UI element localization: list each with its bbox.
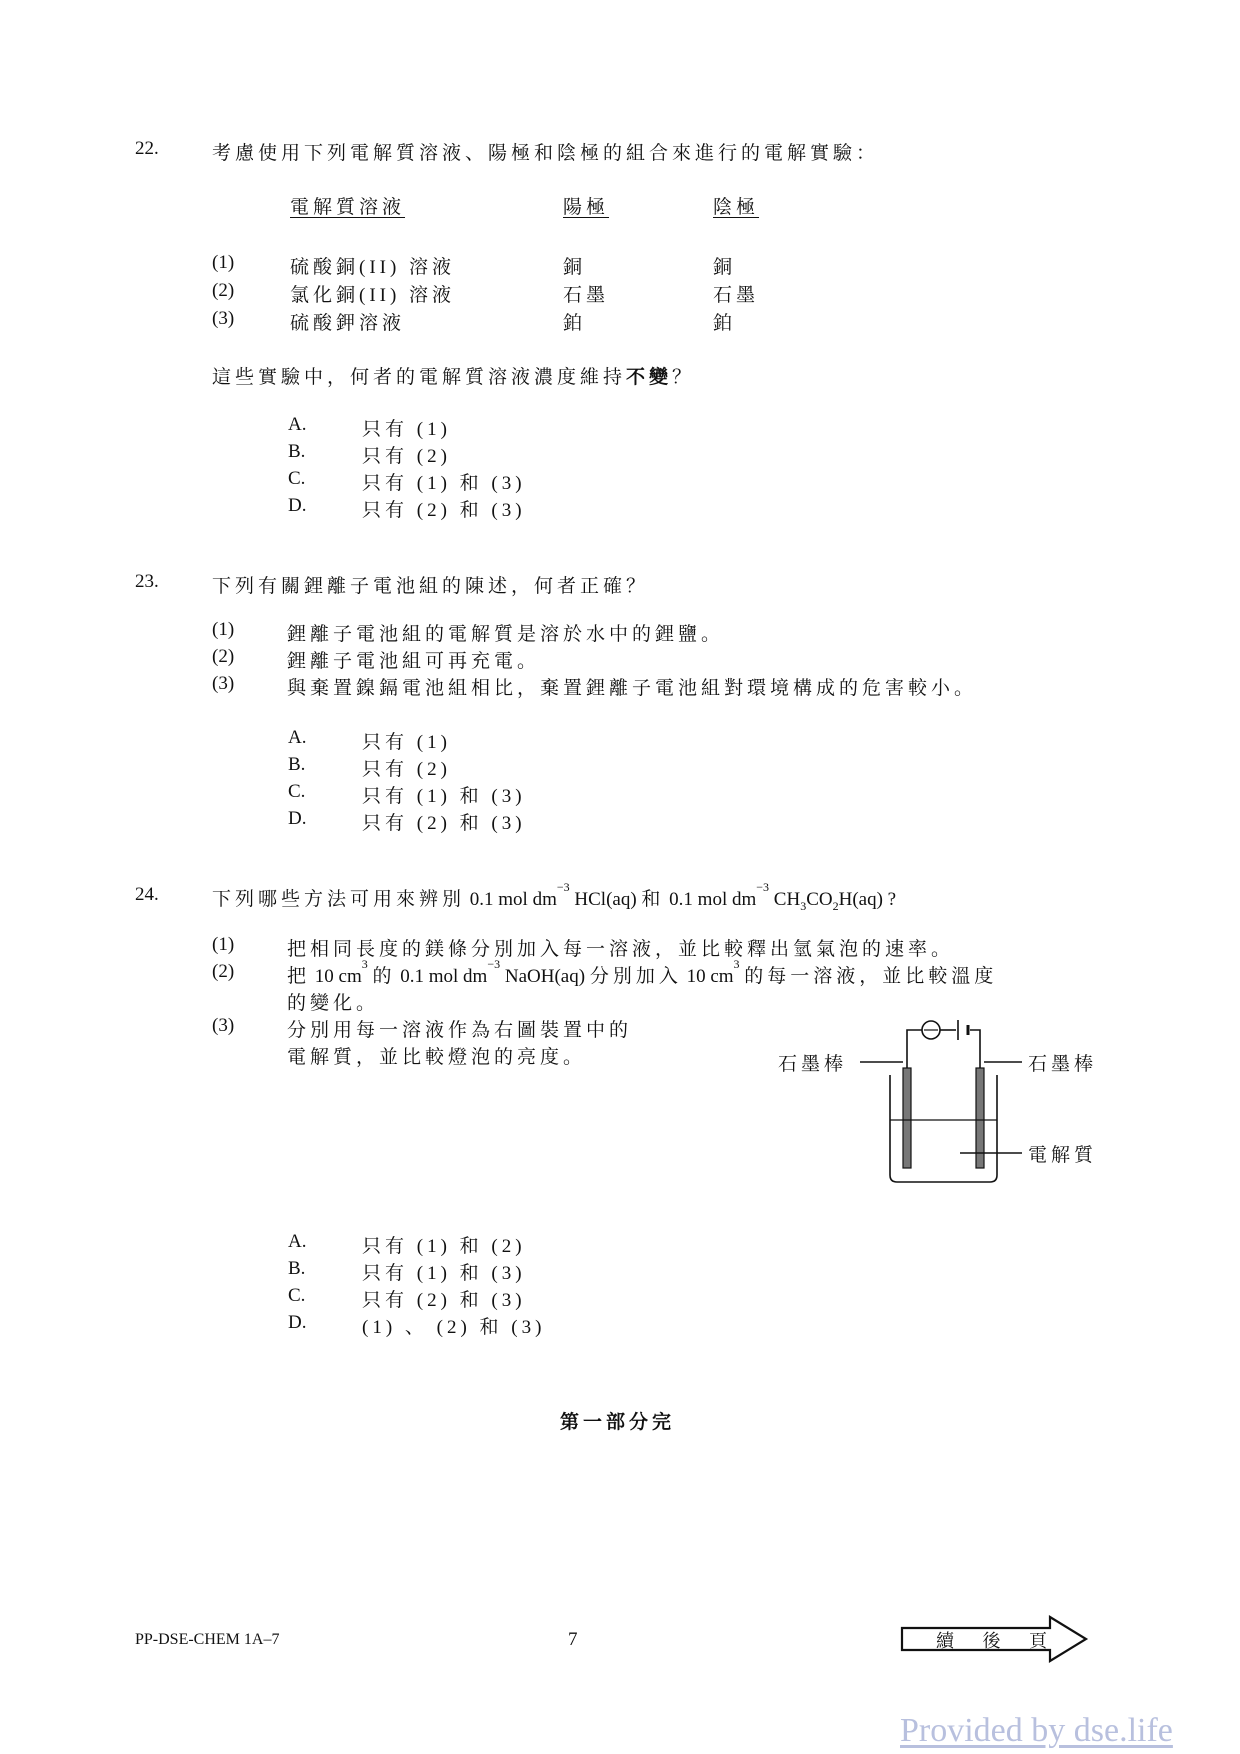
option-letter: D. bbox=[288, 1312, 307, 1333]
statement-text: 分別用每一溶液作為右圖裝置中的 bbox=[287, 1020, 633, 1041]
statement-text: 與棄置鎳鎘電池組相比，棄置鋰離子電池組對環境構成的危害較小。 bbox=[287, 678, 978, 699]
row-cathode: 石墨 bbox=[713, 285, 760, 306]
row-anode: 石墨 bbox=[563, 285, 610, 306]
option-text[interactable]: 只有 (1) 和 (2) bbox=[362, 1236, 526, 1257]
question-prompt: 這些實驗中，何者的電解質溶液濃度維持不變？ bbox=[212, 367, 696, 388]
row-anode: 銅 bbox=[563, 257, 587, 278]
watermark-text[interactable]: Provided by dse.life bbox=[900, 1712, 1173, 1749]
question-stem: 考慮使用下列電解質溶液、陽極和陰極的組合來進行的電解實驗： bbox=[212, 143, 880, 164]
statement-text: 把相同長度的鎂條分別加入每一溶液，並比較釋出氫氣泡的速率。 bbox=[287, 939, 955, 960]
statement-number: (2) bbox=[212, 646, 235, 667]
option-text[interactable]: 只有 (2) bbox=[362, 446, 451, 467]
diagram-label-right-rod: 石墨棒 bbox=[1028, 1054, 1098, 1075]
option-letter: A. bbox=[288, 727, 307, 748]
row-number: (2) bbox=[212, 280, 235, 301]
option-letter: D. bbox=[288, 495, 307, 516]
emphasis-text: 不變 bbox=[626, 367, 673, 388]
row-solution: 硫酸銅(II) 溶液 bbox=[290, 257, 456, 278]
option-letter: C. bbox=[288, 468, 306, 489]
paper-code: PP-DSE-CHEM 1A–7 bbox=[135, 1631, 280, 1648]
option-letter: D. bbox=[288, 808, 307, 829]
statement-text: 鋰離子電池組的電解質是溶於水中的鋰鹽。 bbox=[287, 624, 725, 645]
option-letter: A. bbox=[288, 414, 307, 435]
option-text[interactable]: 只有 (2) 和 (3) bbox=[362, 500, 526, 521]
option-text[interactable]: 只有 (1) 和 (3) bbox=[362, 473, 526, 494]
statement-number: (1) bbox=[212, 619, 235, 640]
option-text[interactable]: 只有 (1) bbox=[362, 732, 451, 753]
option-letter: B. bbox=[288, 441, 306, 462]
table-header-anode: 陽極 bbox=[563, 197, 610, 218]
option-letter: B. bbox=[288, 1258, 306, 1279]
page-number: 7 bbox=[568, 1629, 578, 1650]
row-number: (3) bbox=[212, 308, 235, 329]
row-number: (1) bbox=[212, 252, 235, 273]
question-stem: 下列有關鋰離子電池組的陳述，何者正確？ bbox=[212, 576, 650, 597]
statement-number: (3) bbox=[212, 1015, 235, 1036]
row-cathode: 鉑 bbox=[713, 313, 737, 334]
question-number: 22. bbox=[135, 138, 159, 159]
question-number: 23. bbox=[135, 571, 159, 592]
statement-number: (3) bbox=[212, 673, 235, 694]
option-text[interactable]: 只有 (1) bbox=[362, 419, 451, 440]
option-text[interactable]: (1) 、 (2) 和 (3) bbox=[362, 1317, 546, 1338]
option-text[interactable]: 只有 (1) 和 (3) bbox=[362, 786, 526, 807]
section-end-title: 第一部分完 bbox=[560, 1411, 676, 1433]
option-text[interactable]: 只有 (1) 和 (3) bbox=[362, 1263, 526, 1284]
option-text[interactable]: 只有 (2) 和 (3) bbox=[362, 1290, 526, 1311]
row-anode: 鉑 bbox=[563, 313, 587, 334]
question-number: 24. bbox=[135, 884, 159, 905]
table-header-solution: 電解質溶液 bbox=[290, 197, 406, 218]
graphite-rod-left bbox=[903, 1068, 911, 1168]
option-letter: A. bbox=[288, 1231, 307, 1252]
option-letter: C. bbox=[288, 781, 306, 802]
question-stem: 下列哪些方法可用來辨別 0.1 mol $dm^{-3}$ HCl(aq) 和 0.1 mol $dm^{-3}$ $CH_3CO_2H(aq)$ ? bbox=[212, 880, 897, 913]
option-letter: B. bbox=[288, 754, 306, 775]
diagram-label-left-rod: 石墨棒 bbox=[778, 1054, 848, 1075]
statement-text: 把 10 $cm^3$ 的 0.1 mol $dm^{-3}$ NaOH(aq) 分別加入 10 $cm^3$ 的每一溶液，並比較溫度 bbox=[287, 957, 998, 987]
diagram-label-electrolyte: 電解質 bbox=[1028, 1145, 1098, 1166]
statement-text: 鋰離子電池組可再充電。 bbox=[287, 651, 541, 672]
statement-text-continued: 的變化。 bbox=[287, 993, 380, 1014]
option-letter: C. bbox=[288, 1285, 306, 1306]
option-text[interactable]: 只有 (2) bbox=[362, 759, 451, 780]
continue-next-page-button[interactable] bbox=[900, 1615, 1090, 1663]
statement-number: (2) bbox=[212, 961, 235, 982]
continue-label: 續 後 頁 bbox=[936, 1631, 1059, 1651]
table-header-cathode: 陰極 bbox=[713, 197, 760, 218]
row-cathode: 銅 bbox=[713, 257, 737, 278]
statement-text-continued: 電解質，並比較燈泡的亮度。 bbox=[287, 1047, 587, 1068]
option-text[interactable]: 只有 (2) 和 (3) bbox=[362, 813, 526, 834]
row-solution: 硫酸鉀溶液 bbox=[290, 313, 406, 334]
statement-number: (1) bbox=[212, 934, 235, 955]
row-solution: 氯化銅(II) 溶液 bbox=[290, 285, 456, 306]
